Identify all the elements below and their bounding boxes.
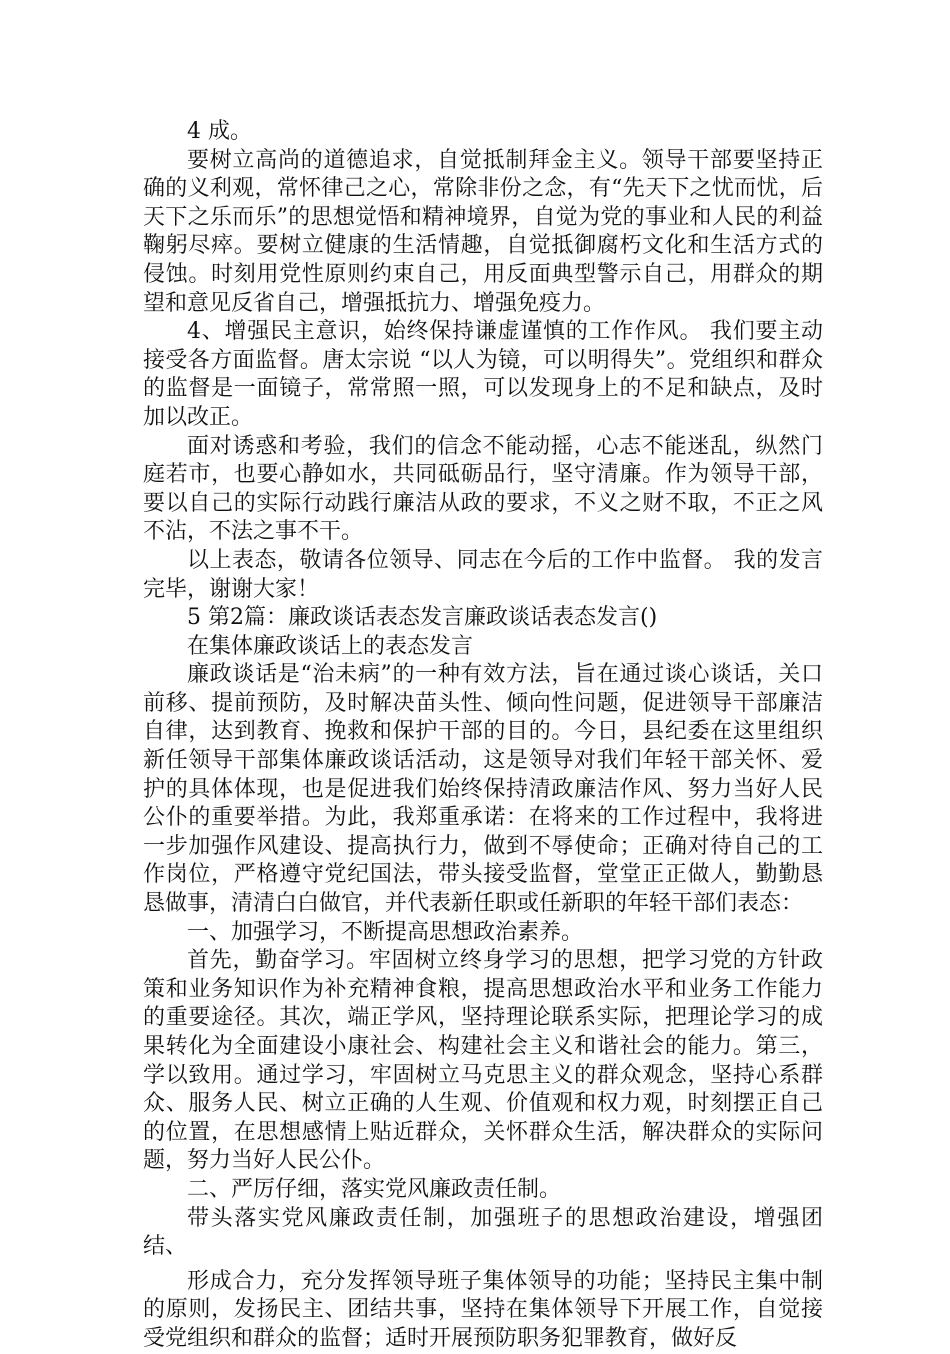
paragraph-temptation: 面对诱惑和考验，我们的信念不能动摇，心志不能迷乱，纵然门庭若市，也要心静如水，共同砥砺品行，坚守清廉。作为领导干部，要以自己的实际行动践行廉洁从政的要求，不义之财不取，不正之风不沾，不法之事不干。 <box>143 433 823 545</box>
heading-responsibility: 二、严厉仔细，落实党风廉政责任制。 <box>187 1176 562 1202</box>
paragraph-intro: 廉政谈话是“治未病”的一种有效方法，旨在通过谈心谈话，关口前移、提前预防，及时解决苗头性、倾向性问题，促进领导干部廉洁自律，达到教育、挽救和保护干部的目的。今日，县纪委在这里组织新任领导干部集体廉政谈话活动，这是领导对我们年轻干部关怀、爱护的具体体现，也是促进我们始终保持清政廉洁作风、努力当好人民公仆的重要举措。为此，我郑重承诺：在将来的工作过程中，我将进一步加强作风建设、提高执行力，做到不辱使命；正确对待自己的工作岗位，严格遵守党纪国法，带头接受监督，堂堂正正做人，勤勤恳恳做事，清清白白做官，并代表新任职或任新职的年轻干部们表态： <box>143 662 823 917</box>
paragraph-section-end: 4 成。 <box>187 119 252 144</box>
paragraph-closing-statement: 以上表态，敬请各位领导、同志在今后的工作中监督。 我的发言完毕，谢谢大家！ <box>143 547 823 602</box>
paragraph-unity: 形成合力，充分发挥领导班子集体领导的功能；坚持民主集中制的原则，发扬民主、团结共事，坚持在集体领导下开展工作，自觉接受党组织和群众的监督；适时开展预防职务犯罪教育，做好反 <box>143 1268 823 1351</box>
paragraph-responsibility: 带头落实党风廉政责任制，加强班子的思想政治建设，增强团结、 <box>143 1205 823 1260</box>
paragraph-democratic-awareness: 4、增强民主意识，始终保持谦虚谨慎的工作作风。 我们要主动接受各方面监督。唐太宗说 “以人为镜，可以明得失”。党组织和群众的监督是一面镜子，常常照一照，可以发现身上的不足和缺点，及时加以改正。 <box>143 319 823 430</box>
document-body <box>143 118 823 1354</box>
paragraph-moral-pursuit: 要树立高尚的道德追求，自觉抵制拜金主义。领导干部要坚持正确的义利观，常怀律己之心，常除非份之念，有“先天下之忧而忧，后天下之乐而乐”的思想觉悟和精神境界，自觉为党的事业和人民的利益鞠躬尽瘁。要树立健康的生活情趣，自觉抵御腐朽文化和生活方式的侵蚀。时刻用党性原则约束自己，用反面典型警示自己，用群众的期望和意见反省自己，增强抵抗力、增强免疫力。 <box>143 147 823 316</box>
speech-title: 在集体廉政谈话上的表态发言 <box>187 633 474 659</box>
paragraph-study: 首先，勤奋学习。牢固树立终身学习的思想，把学习党的方针政策和业务知识作为补充精神食粮，提高思想政治水平和业务工作能力的重要途径。其次，端正学风，坚持理论联系实际，把理论学习的成果转化为全面建设小康社会、构建社会主义和谐社会的能力。第三，学以致用。通过学习，牢固树立马克思主义的群众观念，坚持心系群众、服务人民、树立正确的人生观、价值观和权力观，时刻摆正自己的位置，在思想感情上贴近群众，关怀群众生活，解决群众的实际问题，努力当好人民公仆。 <box>143 948 823 1174</box>
heading-study: 一、加强学习，不断提高思想政治素养。 <box>187 919 584 945</box>
section-heading: 5 第2篇：廉政谈话表态发言廉政谈话表态发言() <box>187 605 658 631</box>
